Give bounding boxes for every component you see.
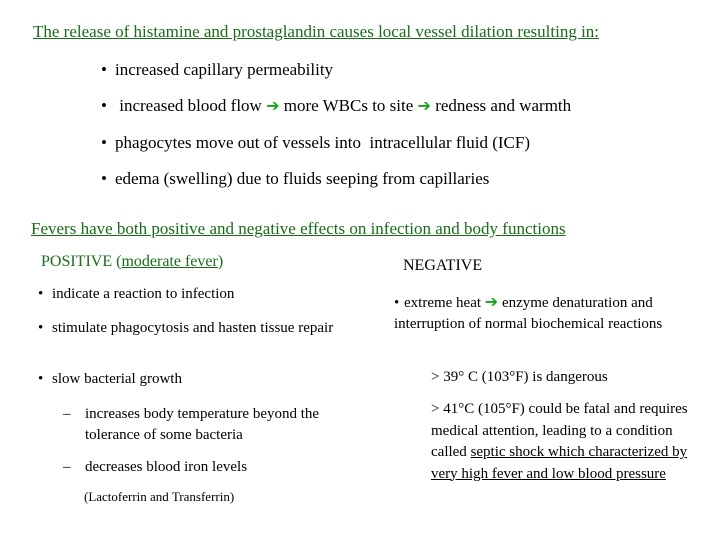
bullet: • (38, 371, 44, 387)
heading-fever-effects: Fevers have both positive and negative effects on infection and body functions (31, 219, 566, 238)
positive-note: (Lactoferrin and Transferrin) (84, 489, 235, 504)
positive-sub-item-2: – decreases blood iron levels (63, 459, 248, 475)
negative-item-1: • extreme heat ➔ enzyme denaturation and interruption of normal biochemical reactions (394, 292, 663, 332)
bullet: • (101, 133, 107, 152)
positive-item-2: • stimulate phagocytosis and hasten tissue repair (38, 318, 358, 339)
positive-item-3: • slow bacterial growth (38, 371, 182, 387)
effect-item-2-part3: redness and warmth (435, 96, 572, 115)
effect-item-1: • increased capillary permeability (101, 60, 334, 79)
bullet: • (101, 60, 107, 79)
heading-vessel-dilation: The release of histamine and prostaglandin causes local vessel dilation resulting in: (33, 22, 600, 41)
right-arrow-icon: ➔ (417, 96, 431, 115)
bullet: • (101, 169, 107, 188)
effect-item-2-part2: more WBCs to site (283, 96, 414, 115)
bullet: • (101, 96, 107, 115)
bullet: • (38, 286, 44, 302)
bullet: • (38, 320, 44, 336)
negative-title: NEGATIVE (403, 257, 483, 274)
effect-item-2 (101, 96, 571, 116)
positive-title: POSITIVE (moderate fever) (41, 253, 224, 270)
bullet: • (394, 295, 400, 311)
right-arrow-icon: ➔ (266, 96, 280, 115)
dash: – (63, 459, 71, 475)
septic-shock-text: septic shock which characterized by very high fever and low blood pressure (431, 444, 688, 482)
positive-sub-item-1: – increases body temperature beyond the tolerance of some bacteria (63, 406, 320, 443)
effect-item-3: • phagocytes move out of vessels into intracellular fluid (ICF) (101, 133, 530, 152)
effect-item-2-part1: increased blood flow (119, 96, 262, 115)
dash: – (63, 406, 71, 422)
negative-temp-1: > 39° C (103°F) is dangerous (431, 369, 608, 385)
positive-item-1: • indicate a reaction to infection (38, 286, 235, 302)
right-arrow-icon: ➔ (484, 292, 499, 311)
negative-temp-2: > 41°C (105°F) could be fatal and requires medical attention, leading to a condition called septic shock which characterized by very high fever and low blood pressure (431, 401, 688, 482)
effect-item-4: • edema (swelling) due to fluids seeping from capillaries (101, 169, 490, 188)
